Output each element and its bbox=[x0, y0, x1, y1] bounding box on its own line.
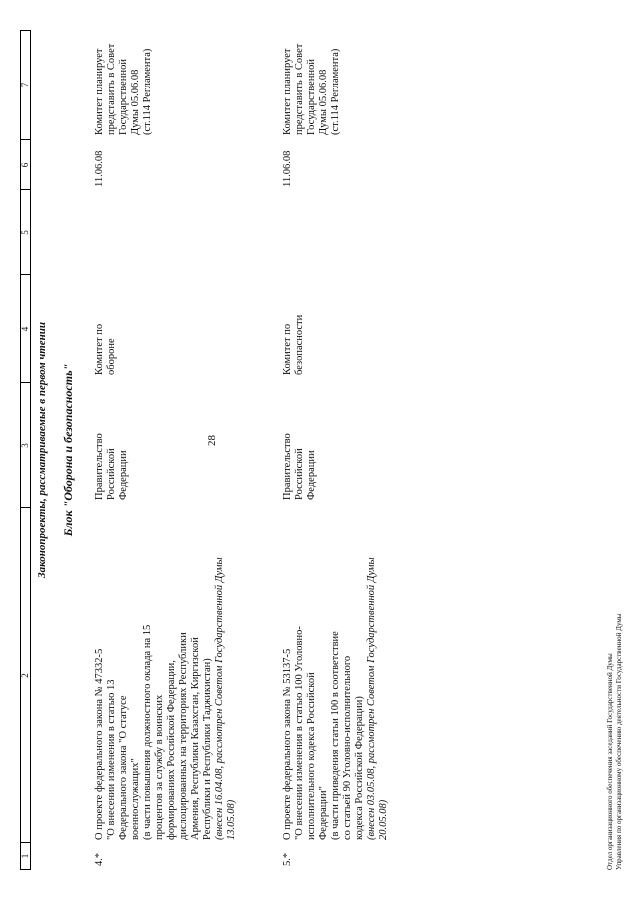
table-header-row bbox=[20, 30, 31, 870]
author-line: Федерации bbox=[306, 450, 317, 500]
author-cell bbox=[282, 405, 318, 500]
bill-line: (в части приведения статьи 100 в соответствие bbox=[330, 631, 341, 840]
bill-line: Федерации" bbox=[318, 786, 329, 840]
bill-line: военнослужащих" bbox=[130, 758, 141, 840]
remark-cell bbox=[94, 43, 154, 135]
column-header-4: 4 bbox=[20, 326, 30, 332]
bill-line: (в части повышения должностного оклада на 15 bbox=[142, 624, 153, 840]
author-line: Правительство bbox=[282, 433, 293, 500]
row-number: 5.* bbox=[282, 852, 293, 866]
author-line: Федерации bbox=[118, 450, 129, 500]
bill-line: формированиях Российской Федерации, bbox=[166, 660, 177, 840]
bill-line: Республики и Республики Таджикистан) bbox=[202, 658, 213, 840]
rotated-page bbox=[20, 30, 640, 870]
column-header-7: 7 bbox=[20, 82, 30, 88]
committee-line: безопасности bbox=[294, 314, 305, 375]
bill-line: "О внесении изменения в статью 100 Уголовно- bbox=[294, 626, 305, 840]
bill-description bbox=[94, 540, 238, 840]
section-title: Законопроекты, рассматриваемые в первом чтении bbox=[36, 322, 48, 578]
column-header-6: 6 bbox=[20, 162, 30, 168]
bill-note: (внесен 03.05.08, рассмотрен Советом Государственной Думы 20.05.08) bbox=[366, 557, 389, 840]
author-line: Российской bbox=[106, 448, 117, 500]
remark-line: Комитет планирует bbox=[282, 48, 293, 135]
remark-line: (ст.114 Регламента) bbox=[330, 48, 341, 135]
page-number: 28 bbox=[206, 435, 218, 446]
column-header-2: 2 bbox=[20, 673, 30, 678]
bill-line: "О внесении изменения в статью 13 bbox=[106, 679, 117, 840]
committee-cell bbox=[282, 285, 306, 375]
remark-cell bbox=[282, 43, 342, 135]
remark-line: представить в Совет bbox=[106, 43, 117, 135]
bill-description bbox=[282, 540, 390, 840]
author-line: Российской bbox=[294, 448, 305, 500]
block-title: Блок "Оборона и безопасность" bbox=[61, 363, 75, 537]
committee-line: Комитет по bbox=[94, 323, 105, 375]
bill-line: кодекса Российской Федерации) bbox=[354, 696, 365, 840]
remark-line: Государственной bbox=[306, 59, 317, 135]
column-header-1: 1 bbox=[20, 853, 30, 859]
bill-line: дислоцированных на территориях Республики bbox=[178, 632, 189, 840]
remark-line: Комитет планирует bbox=[94, 48, 105, 135]
footer-line-1: Отдел организационного обеспечения заседаний Государственной Думы bbox=[606, 653, 614, 870]
bill-line: Федерального закона "О статусе bbox=[118, 695, 129, 840]
author-cell bbox=[94, 405, 130, 500]
author-line: Правительство bbox=[94, 433, 105, 500]
bill-heading: О проекте федерального закона № 53137-5 bbox=[282, 648, 293, 840]
remark-line: Думы 05.06.08 bbox=[318, 69, 329, 135]
date-cell: 11.06.08 bbox=[282, 150, 293, 187]
committee-cell bbox=[94, 285, 118, 375]
bill-line: процентов за службу в воинских bbox=[154, 694, 165, 840]
bill-line: исполнительного кодекса Российской bbox=[306, 672, 317, 840]
committee-line: обороне bbox=[106, 338, 117, 375]
column-header-3: 3 bbox=[20, 443, 30, 448]
footer-line-2: Управления по организационному обеспечению деятельности Государственной Думы bbox=[615, 613, 623, 870]
remark-line: (ст.114 Регламента) bbox=[142, 48, 153, 135]
remark-line: Думы 05.06.08 bbox=[130, 69, 141, 135]
remark-line: представить в Совет bbox=[294, 43, 305, 135]
column-header-5: 5 bbox=[20, 230, 30, 235]
bill-line: со статьей 90 Уголовно-исполнительного bbox=[342, 655, 353, 840]
bill-note: (внесен 16.04.08, рассмотрен Советом Государственной Думы 13.05.08) bbox=[214, 557, 237, 840]
bill-line: Армения, Республики Казахстан, Киргизской bbox=[190, 637, 201, 840]
remark-line: Государственной bbox=[118, 59, 129, 135]
row-number: 4.* bbox=[94, 852, 105, 866]
committee-line: Комитет по bbox=[282, 323, 293, 375]
bill-heading: О проекте федерального закона № 47332-5 bbox=[94, 648, 105, 840]
date-cell: 11.06.08 bbox=[94, 150, 105, 187]
